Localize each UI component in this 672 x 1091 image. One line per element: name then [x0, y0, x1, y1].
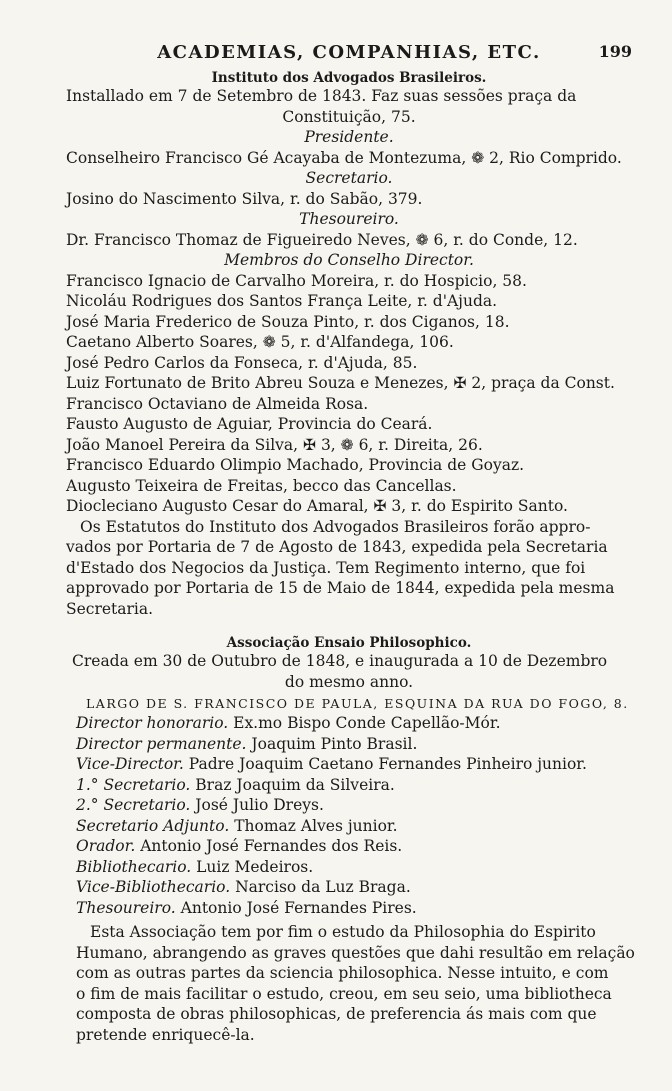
officer-role: 1.° Secretario. — [76, 775, 191, 794]
officer-role: Vice-Director. — [76, 755, 184, 773]
officer-row — [76, 775, 632, 796]
estatutos-line: vados por Portaria de 7 de Agosto de 1843, expedida pela Secretaria — [66, 538, 608, 556]
officer-row — [76, 795, 632, 816]
officer-name: Joaquim Pinto Brasil. — [251, 734, 418, 753]
membros-list — [66, 271, 632, 517]
associacao-title: Associação Ensaio Philosophico. — [226, 635, 472, 651]
associacao-intro-line-2: do mesmo anno. — [284, 672, 414, 691]
secretario-entry: Josino do Nascimento Silva, r. do Sabão, 379. — [66, 189, 423, 208]
running-header — [66, 42, 632, 68]
associacao-line: Humano, abrangendo as graves questões que dahi resultão em relação — [76, 943, 635, 962]
estatutos-paragraph — [66, 517, 632, 620]
estatutos-line: d'Estado dos Negocios da Justiça. Tem Regimento interno, que foi — [66, 558, 586, 577]
officer-role: Thesoureiro. — [76, 898, 176, 917]
officer-row — [76, 713, 632, 734]
membro-item: Francisco Octaviano de Almeida Rosa. — [66, 394, 369, 413]
officers-list — [66, 713, 632, 918]
officer-row — [76, 898, 632, 919]
membro-item: Francisco Eduardo Olimpio Machado, Provincia de Goyaz. — [66, 456, 525, 474]
membro-item: Francisco Ignacio de Carvalho Moreira, r. do Hospicio, 58. — [66, 271, 527, 290]
membro-item: José Pedro Carlos da Fonseca, r. d'Ajuda, 85. — [66, 353, 418, 372]
officer-role: Secretario Adjunto. — [76, 816, 230, 835]
associacao-line: com as outras partes da sciencia philosophica. Nesse intuito, e com — [76, 964, 609, 982]
membros-label: Membros do Conselho Director. — [224, 251, 474, 269]
officer-role: Director permanente. — [76, 734, 247, 753]
presidente-label: Presidente. — [304, 128, 394, 146]
membro-item: João Manoel Pereira da Silva, ✠ 3, ❁ 6, r. Direita, 26. — [66, 435, 483, 454]
estatutos-line: Secretaria. — [66, 599, 154, 618]
instituto-intro-line-1: Installado em 7 de Setembro de 1843. Faz suas sessões praça da — [66, 87, 577, 105]
associacao-line: composta de obras philosophicas, de preferencia ás mais com que — [76, 1005, 597, 1023]
officer-role: Vice-Bibliothecario. — [76, 878, 231, 896]
presidente-entry: Conselheiro Francisco Gé Acayaba de Montezuma, ❁ 2, Rio Comprido. — [66, 148, 622, 167]
officer-name: Ex.mo Bispo Conde Capellão-Mór. — [233, 714, 501, 732]
membro-item: Luiz Fortunato de Brito Abreu Souza e Menezes, ✠ 2, praça da Const. — [66, 374, 615, 392]
thesoureiro-label: Thesoureiro. — [299, 210, 399, 228]
thesoureiro-entry: Dr. Francisco Thomaz de Figueiredo Neves, ❁ 6, r. do Conde, 12. — [66, 230, 578, 249]
officer-name: Braz Joaquim da Silveira. — [195, 775, 395, 794]
associacao-intro-line-1: Creada em 30 de Outubro de 1848, e inaugurada a 10 de Dezembro — [72, 652, 608, 670]
officer-name: Antonio José Fernandes Pires. — [180, 898, 417, 917]
associacao-line: Esta Associação tem por fim o estudo da Philosophia do Espirito — [90, 923, 596, 941]
officer-role: 2.° Secretario. — [76, 796, 191, 814]
running-title: ACADEMIAS, COMPANHIAS, ETC. — [157, 42, 541, 63]
membro-item: Nicoláu Rodrigues dos Santos França Leite, r. d'Ajuda. — [66, 292, 498, 310]
officer-name: Antonio José Fernandes dos Reis. — [140, 837, 403, 855]
instituto-intro-line-2: Constituição, 75. — [282, 107, 416, 126]
membro-item: Augusto Teixeira de Freitas, becco das Cancellas. — [66, 476, 457, 495]
officer-name: Padre Joaquim Caetano Fernandes Pinheiro junior. — [188, 755, 587, 773]
officer-row — [76, 816, 632, 837]
estatutos-line: approvado por Portaria de 15 de Maio de 1844, expedida pela mesma — [66, 579, 615, 597]
membro-item: José Maria Frederico de Souza Pinto, r. dos Ciganos, 18. — [66, 312, 510, 331]
associacao-line: pretende enriquecê-la. — [76, 1025, 255, 1044]
officer-name: Luiz Medeiros. — [196, 857, 314, 876]
officer-row — [76, 836, 632, 857]
officer-role: Director honorario. — [76, 714, 229, 732]
officer-name: Thomaz Alves junior. — [234, 816, 398, 835]
officer-name: Narciso da Luz Braga. — [235, 878, 411, 896]
officer-role: Bibliothecario. — [76, 857, 192, 876]
officer-row — [76, 877, 632, 898]
officer-role: Orador. — [76, 837, 136, 855]
officer-row — [76, 857, 632, 878]
officer-row — [76, 754, 632, 775]
membro-item: Diocleciano Augusto Cesar do Amaral, ✠ 3, r. do Espirito Santo. — [66, 497, 568, 515]
estatutos-line: Os Estatutos do Instituto dos Advogados Brasileiros forão appro- — [80, 517, 591, 536]
membro-item: Fausto Augusto de Aguiar, Provincia do Ceará. — [66, 415, 433, 433]
page-number: 199 — [598, 42, 632, 61]
membro-item: Caetano Alberto Soares, ❁ 5, r. d'Alfandega, 106. — [66, 333, 454, 351]
associacao-paragraph — [66, 922, 635, 1045]
associacao-line: o fim de mais facilitar o estudo, creou, em seu seio, uma bibliotheca — [76, 984, 612, 1003]
officer-row — [76, 734, 632, 755]
instituto-title: Instituto dos Advogados Brasileiros. — [211, 70, 487, 86]
associacao-address: LARGO DE S. FRANCISCO DE PAULA, ESQUINA DA RUA DO FOGO, 8. — [86, 696, 629, 711]
secretario-label: Secretario. — [305, 169, 393, 187]
officer-name: José Julio Dreys. — [195, 796, 324, 814]
